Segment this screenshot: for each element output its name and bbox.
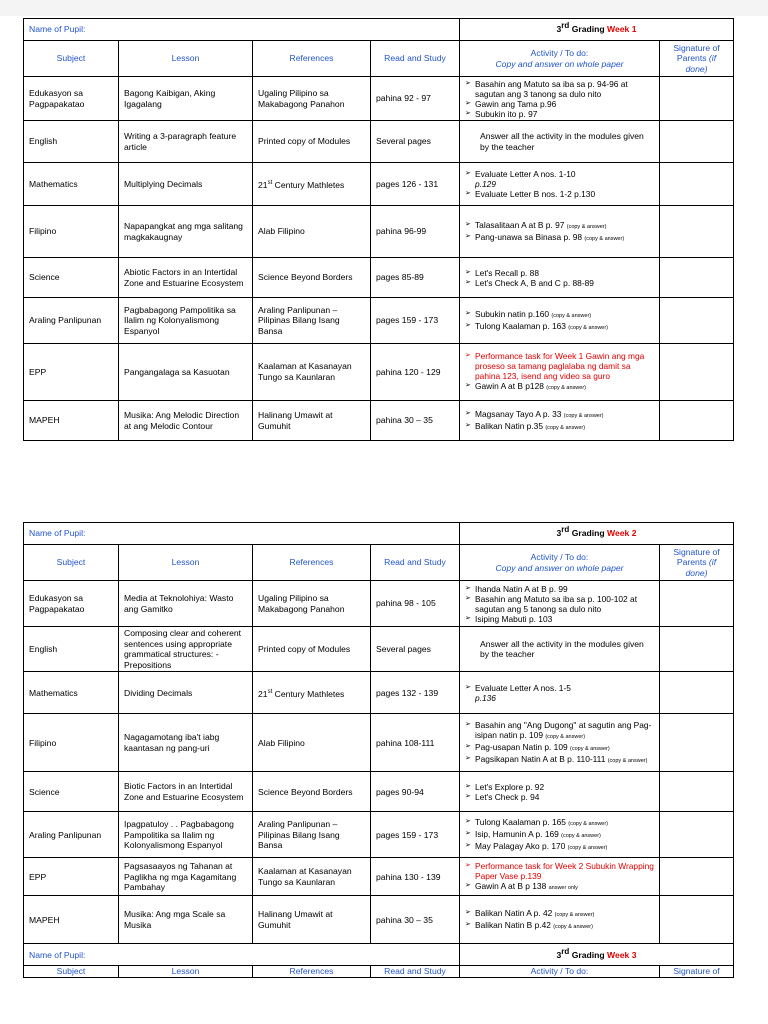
col-read-and-study: Read and Study <box>371 41 460 77</box>
activity-item: ➢ Basahin ang Matuto sa iba sa p. 100-102 at sagutan ang 5 tanong sa dulo nito <box>465 594 654 614</box>
activity-item: ➢ May Palagay Ako p. 170 (copy & answer) <box>465 841 654 853</box>
activity-cell <box>460 344 660 401</box>
table-row <box>24 714 734 772</box>
week-label: Week 2 <box>607 528 637 539</box>
signature-cell[interactable] <box>660 581 734 627</box>
read-cell: pages 126 - 131 <box>371 163 460 206</box>
table-row <box>24 812 734 858</box>
activity-cell: Answer all the activity in the modules given by the teacher <box>460 627 660 672</box>
lesson-cell: Composing clear and coherent sentences using appropriate grammatical structures: - Prepositions <box>119 627 253 672</box>
grading-title: 3rd Grading Week 1 <box>460 19 734 41</box>
read-cell: pages 85-89 <box>371 258 460 298</box>
read-cell: pages 159 - 173 <box>371 812 460 858</box>
read-cell: pahina 120 - 129 <box>371 344 460 401</box>
read-cell: pahina 130 - 139 <box>371 858 460 896</box>
activity-item: ➢ Balikan Natin B p.42 (copy & answer) <box>465 920 654 932</box>
subject-cell: Edukasyon sa Pagpapakatao <box>24 581 119 627</box>
signature-cell[interactable] <box>660 258 734 298</box>
subject-cell: Science <box>24 258 119 298</box>
lesson-cell: Musika: Ang mga Scale sa Musika <box>119 896 253 944</box>
subject-cell: EPP <box>24 344 119 401</box>
subject-cell: Mathematics <box>24 672 119 714</box>
activity-item: ➢ Gawin A at B p128 (copy & answer) <box>465 381 654 393</box>
references-cell: Ugaling Pilipino sa Makabagong Panahon <box>253 581 371 627</box>
read-cell: pages 90-94 <box>371 772 460 812</box>
activity-item: ➢ Ihanda Natin A at B p. 99 <box>465 584 654 594</box>
col-activity: Activity / To do: Copy and answer on whole paper <box>460 41 660 77</box>
col-references: References <box>253 966 371 978</box>
subject-cell: English <box>24 121 119 163</box>
signature-cell[interactable] <box>660 812 734 858</box>
col-read-and-study: Read and Study <box>371 545 460 581</box>
page-top-strip <box>0 0 768 16</box>
col-signature: Signature of Parents (if done) <box>660 41 734 77</box>
signature-cell[interactable] <box>660 714 734 772</box>
table-row <box>24 627 734 672</box>
week-title-row <box>24 19 734 41</box>
activity-cell <box>460 772 660 812</box>
activity-item: ➢ Tulong Kaalaman p. 165 (copy & answer) <box>465 817 654 829</box>
references-cell: Kaalaman at Kasanayan Tungo sa Kaunlaran <box>253 344 371 401</box>
signature-cell[interactable] <box>660 627 734 672</box>
activity-item: ➢ Tulong Kaalaman p. 163 (copy & answer) <box>465 321 654 333</box>
table-row <box>24 772 734 812</box>
activity-item: ➢ Isiping Mabuti p. 103 <box>465 614 654 624</box>
performance-task: ➢ Performance task for Week 1 Gawin ang mga proseso sa tamang paglalaba ng damit sa pahina 123, isend ang video sa guro <box>465 351 654 381</box>
table-row <box>24 298 734 344</box>
lesson-cell: Bagong Kaibigan, Aking Igagalang <box>119 77 253 121</box>
references-cell: Printed copy of Modules <box>253 627 371 672</box>
read-cell: pahina 30 – 35 <box>371 896 460 944</box>
subject-cell: Filipino <box>24 206 119 258</box>
signature-cell[interactable] <box>660 206 734 258</box>
col-signature: Signature of <box>660 966 734 978</box>
col-signature: Signature of Parents (if done) <box>660 545 734 581</box>
signature-cell[interactable] <box>660 896 734 944</box>
name-of-pupil-label: Name of Pupil: <box>24 523 460 545</box>
read-cell: pahina 108-111 <box>371 714 460 772</box>
table-row <box>24 121 734 163</box>
activity-item: ➢ Let's Check p. 94 <box>465 792 654 802</box>
activity-item: ➢ Subukin natin p.160 (copy & answer) <box>465 309 654 321</box>
references-cell: 21st Century Mathletes <box>253 672 371 714</box>
activity-item: ➢ Evaluate Letter B nos. 1-2 p.130 <box>465 189 654 199</box>
table-row <box>24 344 734 401</box>
col-read-and-study: Read and Study <box>371 966 460 978</box>
lesson-cell: Pagsasaayos ng Tahanan at Paglikha ng mga Kagamitang Pambahay <box>119 858 253 896</box>
signature-cell[interactable] <box>660 772 734 812</box>
signature-cell[interactable] <box>660 344 734 401</box>
col-subject: Subject <box>24 545 119 581</box>
references-cell: Kaalaman at Kasanayan Tungo sa Kaunlaran <box>253 858 371 896</box>
activity-note: p.136 <box>475 692 496 703</box>
lesson-cell: Pangangalaga sa Kasuotan <box>119 344 253 401</box>
activity-cell <box>460 401 660 441</box>
activity-cell <box>460 581 660 627</box>
col-activity: Activity / To do: <box>460 966 660 978</box>
activity-cell <box>460 206 660 258</box>
activity-item: ➢ Gawin A at B p 138 answer only <box>465 881 654 893</box>
activity-item: ➢ Pag-usapan Natin p. 109 (copy & answer) <box>465 742 654 754</box>
references-cell: Halinang Umawit at Gumuhit <box>253 896 371 944</box>
signature-cell[interactable] <box>660 672 734 714</box>
col-lesson: Lesson <box>119 41 253 77</box>
subject-cell: Araling Panlipunan <box>24 298 119 344</box>
table-row <box>24 896 734 944</box>
subject-cell: MAPEH <box>24 401 119 441</box>
subject-cell: Edukasyon sa Pagpapakatao <box>24 77 119 121</box>
activity-item: ➢ Isip, Hamunin A p. 169 (copy & answer) <box>465 829 654 841</box>
week-label: Week 3 <box>607 949 637 960</box>
week-title-row <box>24 523 734 545</box>
activity-item: ➢ Let's Recall p. 88 <box>465 268 654 278</box>
read-cell: pahina 30 – 35 <box>371 401 460 441</box>
subject-cell: Science <box>24 772 119 812</box>
signature-cell[interactable] <box>660 163 734 206</box>
subject-cell: EPP <box>24 858 119 896</box>
activity-item: ➢ Pang-unawa sa Binasa p. 98 (copy & answer) <box>465 232 654 244</box>
activity-item: ➢ Balikan Natin A p. 42 (copy & answer) <box>465 908 654 920</box>
lesson-cell: Pagbabagong Pampolitika sa Ilalim ng Kolonyalismong Espanyol <box>119 298 253 344</box>
week-title-row <box>24 944 734 966</box>
subject-cell: English <box>24 627 119 672</box>
activity-cell <box>460 77 660 121</box>
activity-item: ➢ Evaluate Letter A nos. 1-5 <box>465 683 654 693</box>
col-subject: Subject <box>24 41 119 77</box>
activity-item: ➢ Let's Explore p. 92 <box>465 782 654 792</box>
references-cell: Science Beyond Borders <box>253 772 371 812</box>
activity-cell <box>460 896 660 944</box>
activity-item: ➢ Subukin ito p. 97 <box>465 109 654 119</box>
signature-cell[interactable] <box>660 858 734 896</box>
performance-task: ➢ Performance task for Week 2 Subukin Wrapping Paper Vase p.139 <box>465 861 654 881</box>
name-of-pupil-label: Name of Pupil: <box>24 19 460 41</box>
activity-cell <box>460 858 660 896</box>
activity-item: ➢ Pagsikapan Natin A at B p. 110-111 (copy & answer) <box>465 754 654 766</box>
read-cell: pahina 92 - 97 <box>371 77 460 121</box>
read-cell: pages 159 - 173 <box>371 298 460 344</box>
activity-item: ➢ Basahin ang "Ang Dugong" at sagutin ang Pag-isipan natin p. 109 (copy & answer) <box>465 720 654 742</box>
references-cell: 21st Century Mathletes <box>253 163 371 206</box>
col-activity: Activity / To do: Copy and answer on whole paper <box>460 545 660 581</box>
references-cell: Science Beyond Borders <box>253 258 371 298</box>
lesson-cell: Media at Teknolohiya: Wasto ang Gamitko <box>119 581 253 627</box>
lesson-cell: Ipagpatuloy . . Pagbabagong Pampolitika sa Ilalim ng Kolonyalismong Espanyol <box>119 812 253 858</box>
week-1-table <box>23 18 734 441</box>
activity-item: ➢ Let's Check A, B and C p. 88-89 <box>465 278 654 288</box>
activity-cell <box>460 298 660 344</box>
references-cell: Araling Panlipunan – Pilipinas Bilang Isang Bansa <box>253 298 371 344</box>
col-subject: Subject <box>24 966 119 978</box>
activity-item: ➢ Balikan Natin p.35 (copy & answer) <box>465 421 654 433</box>
lesson-cell: Writing a 3-paragraph feature article <box>119 121 253 163</box>
table-row <box>24 401 734 441</box>
references-cell: Araling Panlipunan – Pilipinas Bilang Isang Bansa <box>253 812 371 858</box>
references-cell: Alab Filipino <box>253 206 371 258</box>
activity-cell: Answer all the activity in the modules given by the teacher <box>460 121 660 163</box>
activity-item: ➢ Magsanay Tayo A p. 33 (copy & answer) <box>465 409 654 421</box>
col-references: References <box>253 545 371 581</box>
column-header-row <box>24 545 734 581</box>
week-label: Week 1 <box>607 24 637 35</box>
read-cell: pahina 96-99 <box>371 206 460 258</box>
references-cell: Halinang Umawit at Gumuhit <box>253 401 371 441</box>
read-cell: pages 132 - 139 <box>371 672 460 714</box>
lesson-cell: Abiotic Factors in an Intertidal Zone and Estuarine Ecosystem <box>119 258 253 298</box>
lesson-cell: Multiplying Decimals <box>119 163 253 206</box>
week-2-table <box>23 522 734 978</box>
signature-cell[interactable] <box>660 121 734 163</box>
signature-cell[interactable] <box>660 298 734 344</box>
col-references: References <box>253 41 371 77</box>
table-row <box>24 672 734 714</box>
table-row <box>24 258 734 298</box>
name-of-pupil-label: Name of Pupil: <box>24 944 460 966</box>
lesson-cell: Nagagamotang iba't iabg kaantasan ng pang-uri <box>119 714 253 772</box>
subject-cell: Filipino <box>24 714 119 772</box>
activity-cell <box>460 714 660 772</box>
activity-item: ➢ Basahin ang Matuto sa iba sa p. 94-96 at sagutan ang 3 tanong sa dulo nito <box>465 79 654 99</box>
references-cell: Alab Filipino <box>253 714 371 772</box>
column-header-row <box>24 41 734 77</box>
lesson-cell: Biotic Factors in an Intertidal Zone and Estuarine Ecosystem <box>119 772 253 812</box>
read-cell: Several pages <box>371 627 460 672</box>
subject-cell: Araling Panlipunan <box>24 812 119 858</box>
subject-cell: MAPEH <box>24 896 119 944</box>
activity-item: ➢ Evaluate Letter A nos. 1-10 <box>465 169 654 179</box>
col-lesson: Lesson <box>119 545 253 581</box>
lesson-cell: Dividing Decimals <box>119 672 253 714</box>
col-lesson: Lesson <box>119 966 253 978</box>
activity-item: ➢ Gawin ang Tama p.96 <box>465 99 654 109</box>
activity-note: p.129 <box>475 179 496 189</box>
grading-title: 3rd Grading Week 3 <box>460 944 734 966</box>
read-cell: pahina 98 - 105 <box>371 581 460 627</box>
table-row <box>24 858 734 896</box>
table-row <box>24 77 734 121</box>
grading-title: 3rd Grading Week 2 <box>460 523 734 545</box>
activity-cell <box>460 163 660 206</box>
activity-cell <box>460 258 660 298</box>
activity-cell <box>460 672 660 714</box>
table-row <box>24 163 734 206</box>
subject-cell: Mathematics <box>24 163 119 206</box>
signature-cell[interactable] <box>660 77 734 121</box>
lesson-cell: Napapangkat ang mga salitang magkakaugnay <box>119 206 253 258</box>
signature-cell[interactable] <box>660 401 734 441</box>
activity-item: ➢ Talasalitaan A at B p. 97 (copy & answer) <box>465 220 654 232</box>
references-cell: Ugaling Pilipino sa Makabagong Panahon <box>253 77 371 121</box>
activity-cell <box>460 812 660 858</box>
table-row <box>24 206 734 258</box>
references-cell: Printed copy of Modules <box>253 121 371 163</box>
table-row <box>24 581 734 627</box>
lesson-cell: Musika: Ang Melodic Direction at ang Melodic Contour <box>119 401 253 441</box>
column-header-row <box>24 966 734 978</box>
read-cell: Several pages <box>371 121 460 163</box>
